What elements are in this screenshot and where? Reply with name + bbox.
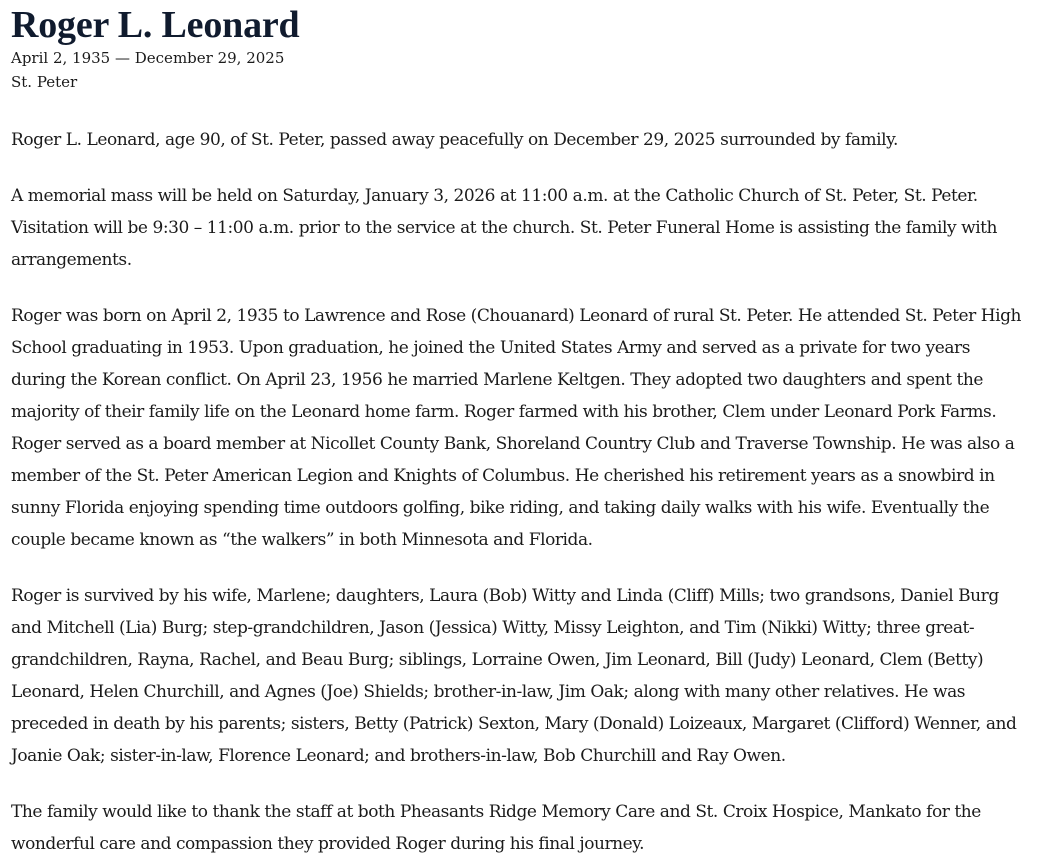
paragraph-announcement: Roger L. Leonard, age 90, of St. Peter, passed away peacefully on December 29, 2025 surrounded by family. [11, 130, 899, 150]
paragraph-acknowledgement: The family would like to thank the staff at both Pheasants Ridge Memory Care and St. Croix Hospice, Mankato for the wonderful care and compassion they provided Roger during his final journey. [11, 802, 981, 854]
page-title: Roger L. Leonard [11, 4, 300, 46]
paragraph-biography: Roger was born on April 2, 1935 to Lawrence and Rose (Chouanard) Leonard of rural St. Peter. He attended St. Peter High School graduating in 1953. Upon graduation, he joined the United States Army and served as a private for two years during the Korean conflict. On April 23, 1956 he married Marlene Keltgen. They adopted two daughters and spent the majority of their family life on the Leonard home farm. Roger farmed with his brother, Clem under Leonard Pork Farms. Roger served as a board member at Nicollet County Bank, Shoreland Country Club and Traverse Township. He was also a member of the St. Peter American Legion and Knights of Columbus. He cherished his retirement years as a snowbird in sunny Florida enjoying spending time outdoors golfing, bike riding, and taking daily walks with his wife. Eventually the couple became known as “the walkers” in both Minnesota and Florida. [11, 306, 1022, 550]
life-dates: April 2, 1935 — December 29, 2025 [11, 49, 285, 67]
paragraph-survivors: Roger is survived by his wife, Marlene; daughters, Laura (Bob) Witty and Linda (Cliff) Mills; two grandsons, Daniel Burg and Mitchell (Lia) Burg; step-grandchildren, Jason (Jessica) Witty, Missy Leighton, and Tim (Nikki) Witty; three great-grandchildren, Rayna, Rachel, and Beau Burg; siblings, Lorraine Owen, Jim Leonard, Bill (Judy) Leonard, Clem (Betty) Leonard, Helen Churchill, and Agnes (Joe) Shields; brother-in-law, Jim Oak; along with many other relatives. He was preceded in death by his parents; sisters, Betty (Patrick) Sexton, Mary (Donald) Loizeaux, Margaret (Clifford) Wenner, and Joanie Oak; sister-in-law, Florence Leonard; and brothers-in-law, Bob Churchill and Ray Owen. [11, 586, 1017, 766]
obituary-body [11, 124, 1026, 860]
location: St. Peter [11, 73, 78, 91]
paragraph-service-details: A memorial mass will be held on Saturday, January 3, 2026 at 11:00 a.m. at the Catholic Church of St. Peter, St. Peter. Visitation will be 9:30 – 11:00 a.m. prior to the service at the church. St. Peter Funeral Home is assisting the family with arrangements. [11, 186, 998, 270]
